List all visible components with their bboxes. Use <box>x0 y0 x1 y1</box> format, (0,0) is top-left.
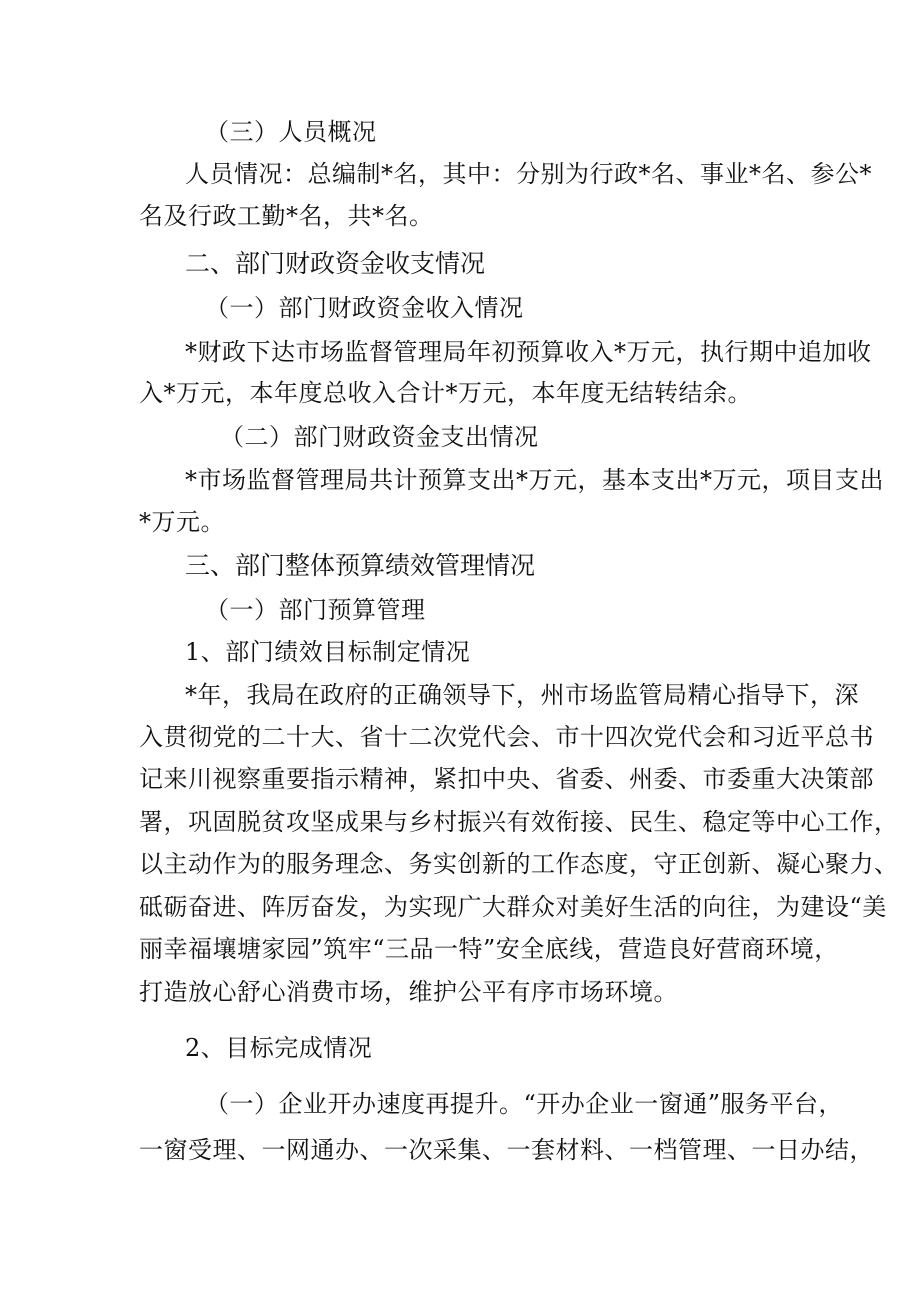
paragraph-line: 以主动作为的服务理念、务实创新的工作态度，守正创新、凝心聚力、 <box>139 850 899 878</box>
paragraph-line: 一窗受理、一网通办、一次采集、一套材料、一档管理、一日办结， <box>139 1136 874 1164</box>
paragraph-line: *年，我局在政府的正确领导下，州市场监管局精心指导下，深 <box>185 681 859 709</box>
paragraph-line: 记来川视察重要指示精神，紧扣中央、省委、州委、市委重大决策部 <box>139 765 874 793</box>
paragraph-line: 入贯彻党的二十大、省十二次党代会、市十四次党代会和习近平总书 <box>139 723 874 751</box>
section-heading-personnel: （三）人员概况 <box>205 118 377 146</box>
section-heading-budget-management: （一）部门预算管理 <box>205 596 426 624</box>
subsection-heading-goal-setting: 1、部门绩效目标制定情况 <box>185 638 471 666</box>
paragraph-line: 名及行政工勤*名，共*名。 <box>139 202 434 230</box>
paragraph-line: *万元。 <box>139 508 225 536</box>
paragraph-line: （一）企业开办速度再提升。“开办企业一窗通”服务平台， <box>205 1090 844 1118</box>
chapter-heading-fund-income-expenditure: 二、部门财政资金收支情况 <box>185 249 486 278</box>
chapter-heading-performance-management: 三、部门整体预算绩效管理情况 <box>185 551 536 580</box>
subsection-heading-goal-completion: 2、目标完成情况 <box>185 1034 373 1062</box>
paragraph-line: 署，巩固脱贫攻坚成果与乡村振兴有效衔接、民生、稳定等中心工作， <box>139 808 899 836</box>
paragraph-line: *市场监督管理局共计预算支出*万元，基本支出*万元，项目支出 <box>185 466 884 494</box>
paragraph-line: 丽幸福壤塘家园”筑牢“三品一特”安全底线，营造良好营商环境， <box>139 935 839 963</box>
paragraph-line: 砥砺奋进、阵厉奋发，为实现广大群众对美好生活的向往，为建设“美 <box>139 893 887 921</box>
paragraph-line: 人员情况：总编制*名，其中：分别为行政*名、事业*名、参公* <box>185 160 872 188</box>
paragraph-line: 打造放心舒心消费市场，维护公平有序市场环境。 <box>139 978 678 1006</box>
paragraph-line: *财政下达市场监督管理局年初预算收入*万元，执行期中追加收 <box>185 338 872 366</box>
paragraph-line: 入*万元，本年度总收入合计*万元，本年度无结转结余。 <box>139 379 752 407</box>
section-heading-income: （一）部门财政资金收入情况 <box>205 294 524 322</box>
section-heading-expenditure: （二）部门财政资金支出情况 <box>220 423 539 451</box>
